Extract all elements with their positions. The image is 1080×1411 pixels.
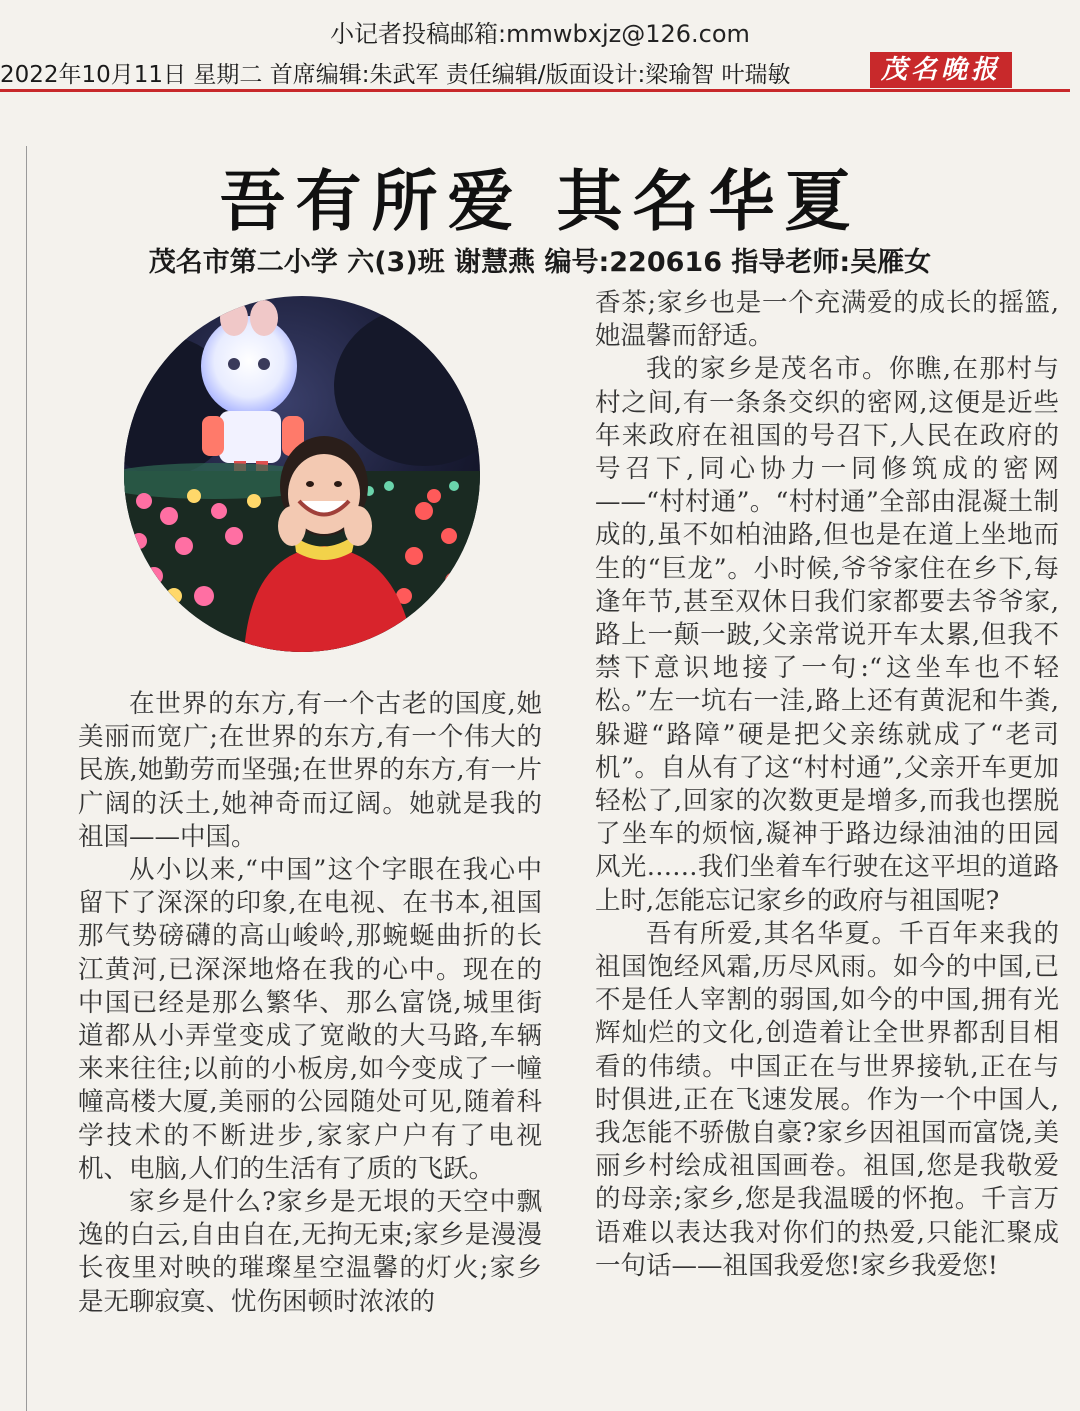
newspaper-logo: 茂名晚报 <box>870 52 1012 88</box>
article-byline: 茂名市第二小学 六(3)班 谢慧燕 编号:220616 指导老师:吴雁女 <box>148 247 932 278</box>
article-right-column <box>595 287 1059 1283</box>
paragraph: 家乡是什么?家乡是无垠的天空中飘逸的白云,自由自在,无拘无束;家乡是漫漫长夜里对映的璀璨星空温馨的灯火;家乡是无聊寂寞、忧伤困顿时浓浓的 <box>78 1187 542 1317</box>
paragraph-continued: 香茶;家乡也是一个充满爱的成长的摇篮,她温馨而舒适。 <box>595 288 1059 352</box>
author-portrait-photo <box>124 296 480 652</box>
submission-email-line: 小记者投稿邮箱:mmwbxjz@126.com <box>330 20 750 48</box>
left-column-rule <box>26 146 27 1411</box>
paragraph: 我的家乡是茂名市。你瞧,在那村与村之间,有一条条交织的密网,这便是近些年来政府在祖国的号召下,人民在政府的号召下,同心协力一同修筑成的密网——“村村通”。“村村通”全部由混凝土制成的,虽不如柏油路,但也是在道上坐地而生的“巨龙”。小时候,爷爷家住在乡下,每逢年节,甚至双休日我们家都要去爷爷家,路上一颠一跛,父亲常说开车太累,但我不禁下意识地接了一句:“这坐车也不轻松。”左一坑右一洼,路上还有黄泥和牛粪,躲避“路障”硬是把父亲练就成了“老司机”。自从有了这“村村通”,父亲开车更加轻松了,回家的次数更是增多,而我也摆脱了坐车的烦恼,凝神于路边绿油油的田园风光……我们坐着车行驶在这平坦的道路上时,怎能忘记家乡的政府与祖国呢? <box>595 354 1059 916</box>
article-left-column <box>78 688 542 1319</box>
page-header <box>0 52 1080 90</box>
article-title: 吾有所爱 其名华夏 <box>219 162 861 240</box>
issue-date-and-editors: 2022年10月11日 星期二 首席编辑:朱武军 责任编辑/版面设计:梁瑜智 叶瑞敏 <box>0 62 791 88</box>
header-red-rule <box>0 89 1070 92</box>
portrait-photo-icon <box>124 296 480 652</box>
paragraph: 在世界的东方,有一个古老的国度,她美丽而宽广;在世界的东方,有一个伟大的民族,她勤劳而坚强;在世界的东方,有一片广阔的沃土,她神奇而辽阔。她就是我的祖国——中国。 <box>78 689 542 852</box>
paragraph: 从小以来,“中国”这个字眼在我心中留下了深深的印象,在电视、在书本,祖国那气势磅礴的高山峻岭,那蜿蜒曲折的长江黄河,已深深地烙在我的心中。现在的中国已经是那么繁华、那么富饶,城里街道都从小弄堂变成了宽敞的大马路,车辆来来往往;以前的小板房,如今变成了一幢幢高楼大厦,美丽的公园随处可见,随着科学技术的不断进步,家家户户有了电视机、电脑,人们的生活有了质的飞跃。 <box>78 855 542 1184</box>
paragraph: 吾有所爱,其名华夏。千百年来我的祖国饱经风霜,历尽风雨。如今的中国,已不是任人宰割的弱国,如今的中国,拥有光辉灿烂的文化,创造着让全世界都刮目相看的伟绩。中国正在与世界接轨,正在与时俱进,正在飞速发展。作为一个中国人,我怎能不骄傲自豪?家乡因祖国而富饶,美丽乡村绘成祖国画卷。祖国,您是我敬爱的母亲;家乡,您是我温暖的怀抱。千言万语难以表达我对你们的热爱,只能汇聚成一句话——祖国我爱您!家乡我爱您! <box>595 918 1059 1281</box>
